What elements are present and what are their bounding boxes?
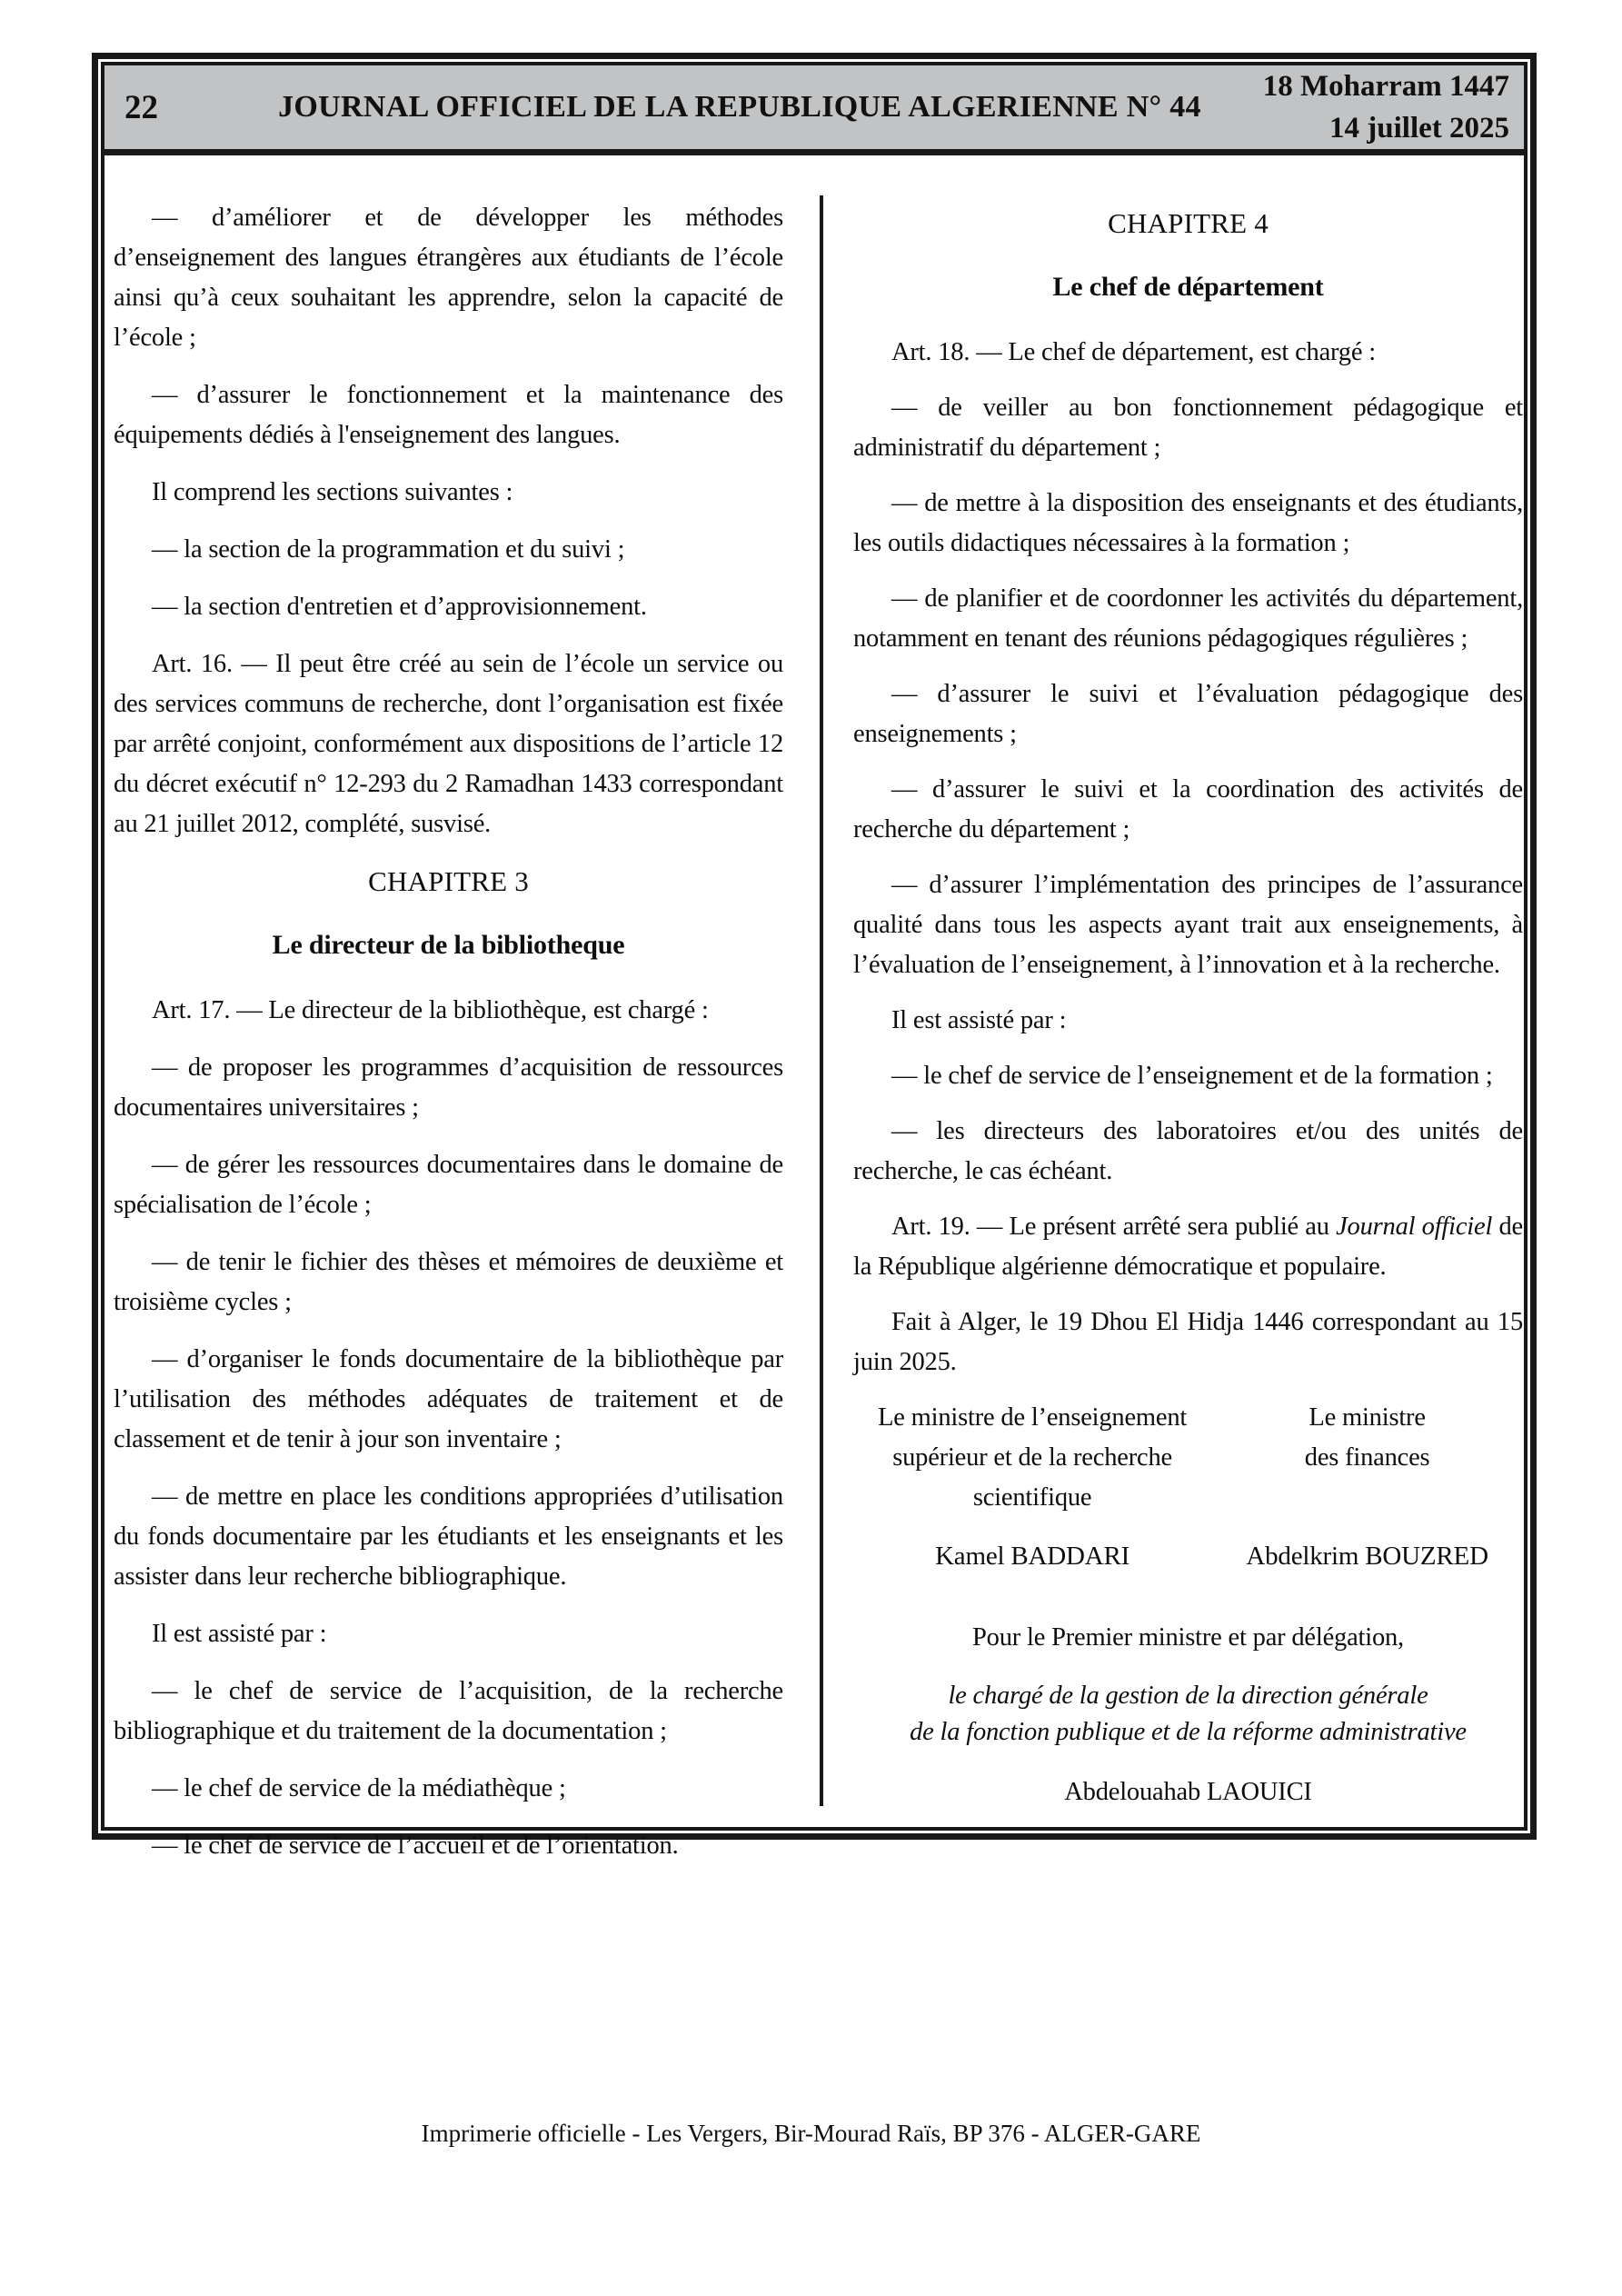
delegation-intro: Pour le Premier ministre et par délégation, <box>972 1623 1404 1652</box>
chapter-3-title: Le directeur de la bibliotheque <box>272 930 625 960</box>
delegation-role-line: le chargé de la gestion de la direction générale <box>948 1682 1428 1710</box>
paragraph: — le chef de service de l’accueil et de l’orientation. <box>152 1832 679 1860</box>
article-19-tail: de la République algérienne démocratique et populaire. <box>853 1213 1523 1281</box>
paragraph: Il est assisté par : <box>152 1620 327 1648</box>
signatory-right-title-line: Le ministre <box>1309 1403 1426 1432</box>
date-gregorian: 14 juillet 2025 <box>1329 112 1509 145</box>
delegation-role-line: de la fonction publique et de la réforme administrative <box>910 1718 1467 1746</box>
delegation-role <box>853 1678 1523 1751</box>
paragraph: — d’assurer le fonctionnement et la maintenance des équipements dédiés à l'enseignement des langues. <box>114 381 783 449</box>
fait-a-alger: Fait à Alger, le 19 Dhou El Hidja 1446 correspondant au 15 juin 2025. <box>853 1308 1523 1376</box>
paragraph: — de tenir le fichier des thèses et mémoires de deuxième et troisième cycles ; <box>114 1248 783 1316</box>
imprint-footer: Imprimerie officielle - Les Vergers, Bir-Mourad Raïs, BP 376 - ALGER-GARE <box>421 2120 1201 2147</box>
right-column <box>853 198 1523 1812</box>
paragraph: — de mettre en place les conditions appropriées d’utilisation du fonds documentaire par les étudiants et les enseignants et les assister dans leur recherche bibliographique. <box>114 1482 783 1591</box>
masthead <box>104 65 1524 155</box>
signatory-right-title <box>1211 1398 1523 1518</box>
chapter-3-heading: CHAPITRE 3 <box>368 865 529 897</box>
article-19 <box>853 1207 1523 1287</box>
paragraph: — de gérer les ressources documentaires dans le domaine de spécialisation de l’école ; <box>114 1151 783 1219</box>
article-18: Art. 18. — Le chef de département, est chargé : <box>891 338 1376 366</box>
column-divider <box>820 195 823 1806</box>
page-number: 22 <box>124 88 158 126</box>
paragraph: Il est assisté par : <box>891 1006 1067 1034</box>
signatory-left-title <box>853 1398 1211 1518</box>
paragraph: — la section d'entretien et d’approvisionnement. <box>152 593 647 621</box>
paragraph: — de mettre à la disposition des enseignants et des étudiants, les outils didactiques nécessaires à la formation ; <box>853 489 1523 557</box>
article-16: Art. 16. — Il peut être créé au sein de l’école un service ou des services communs de recherche, dont l’organisation est fixée par arrêté conjoint, conformément aux dispositions de l’article 12 du décret exécutif n° 12-293 du 2 Ramadhan 1433 correspondant au 21 juillet 2012, complété, susvisé. <box>114 650 783 838</box>
signatory-left-title-line: Le ministre de l’enseignement <box>878 1403 1188 1432</box>
paragraph: — d’assurer le suivi et la coordination des activités de recherche du département ; <box>853 775 1523 844</box>
article-17: Art. 17. — Le directeur de la bibliothèque, est chargé : <box>152 996 709 1024</box>
chapter-4-heading: CHAPITRE 4 <box>1108 207 1269 239</box>
paragraph: — le chef de service de l’enseignement et de la formation ; <box>891 1062 1493 1090</box>
delegation-name: Abdelouahab LAOUICI <box>1064 1778 1312 1806</box>
signatory-titles <box>853 1398 1523 1518</box>
paragraph: — d’organiser le fonds documentaire de la bibliothèque par l’utilisation des méthodes adéquates de traitement et de classement et de tenir à jour son inventaire ; <box>114 1345 783 1453</box>
paragraph: — de planifier et de coordonner les activités du département, notamment en tenant des réunions pédagogiques régulières ; <box>853 584 1523 653</box>
paragraph: — les directeurs des laboratoires et/ou des unités de recherche, le cas échéant. <box>853 1117 1523 1185</box>
page-frame <box>92 53 1537 1860</box>
signatory-left-title-line: scientifique <box>972 1483 1092 1512</box>
signatory-right-title-line: des finances <box>1304 1443 1430 1472</box>
paragraph: Il comprend les sections suivantes : <box>152 478 513 506</box>
article-19-lead: Art. 19. — Le présent arrêté sera publié au <box>891 1213 1337 1241</box>
journal-title: JOURNAL OFFICIEL DE LA REPUBLIQUE ALGERIENNE N° 44 <box>278 90 1201 124</box>
paragraph: — le chef de service de la médiathèque ; <box>152 1774 566 1802</box>
masthead-dates <box>1237 65 1524 149</box>
signatory-left-title-line: supérieur et de la recherche <box>892 1443 1172 1472</box>
paragraph: — la section de la programmation et du suivi ; <box>152 535 625 564</box>
paragraph: — d’assurer l’implémentation des principes de l’assurance qualité dans tous les aspects ayant trait aux enseignements, à l’évaluation de l’enseignement, à l’innovation et à la recherche. <box>853 871 1523 979</box>
delegation-block <box>853 1618 1523 1812</box>
paragraph: — d’améliorer et de développer les méthodes d’enseignement des langues étrangères aux étudiants de l’école ainsi qu’à ceux souhaitant les apprendre, selon la capacité de l’école ; <box>114 204 783 352</box>
date-hijri: 18 Moharram 1447 <box>1262 70 1509 103</box>
signatory-left-name: Kamel BADDARI <box>935 1542 1130 1571</box>
signatory-right-name: Abdelkrim BOUZRED <box>1246 1542 1488 1571</box>
paragraph: — de proposer les programmes d’acquisition de ressources documentaires universitaires ; <box>114 1053 783 1122</box>
signatory-names <box>853 1536 1523 1576</box>
paragraph: — le chef de service de l’acquisition, de la recherche bibliographique et du traitement de la documentation ; <box>114 1677 783 1745</box>
chapter-4-title: Le chef de département <box>1052 272 1324 302</box>
left-column <box>114 198 783 1883</box>
page-frame-inner <box>101 62 1527 1860</box>
paragraph: — de veiller au bon fonctionnement pédagogique et administratif du département ; <box>853 394 1523 462</box>
paragraph: — d’assurer le suivi et l’évaluation pédagogique des enseignements ; <box>853 680 1523 748</box>
journal-officiel-italic: Journal officiel <box>1336 1213 1493 1241</box>
